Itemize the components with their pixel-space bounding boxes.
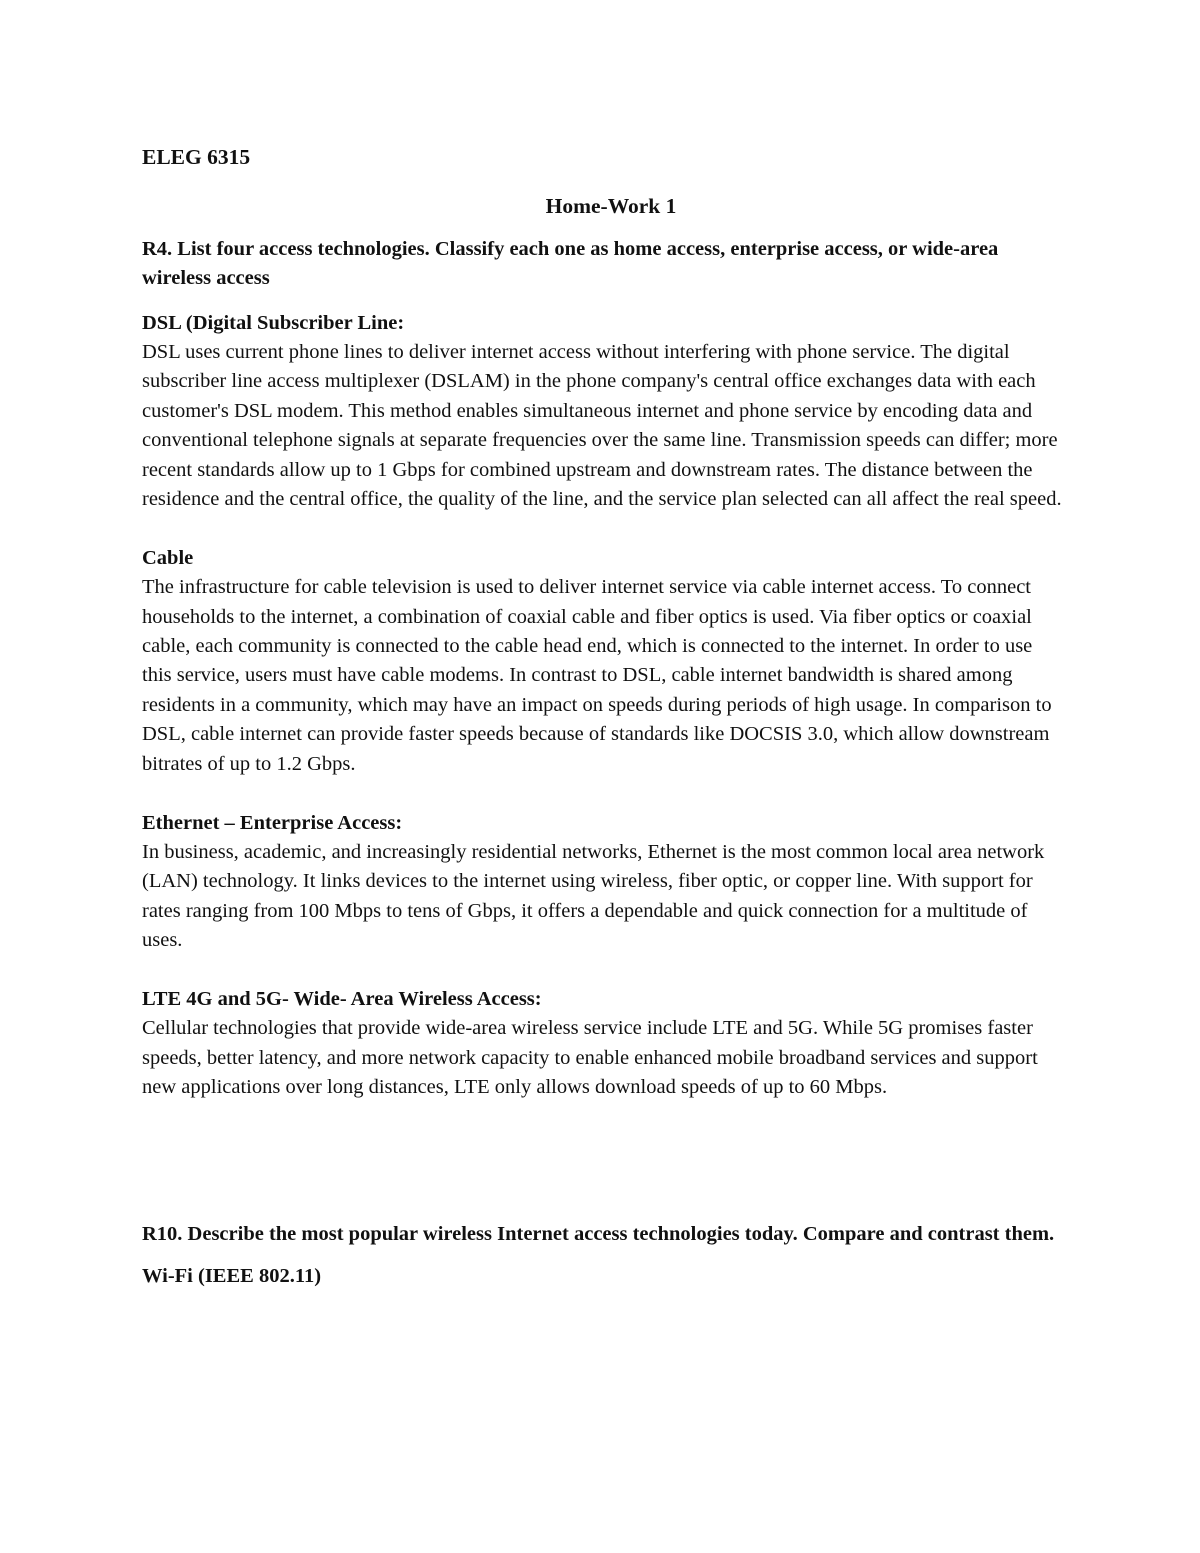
section-body-cable: The infrastructure for cable television is used to deliver internet service via cable internet access. To connect households to the internet, a combination of coaxial cable and fiber optics is used. Via fiber optics or coaxial cable, each community is connected to the cable head end, which is connected to the internet. In order to use this service, users must have cable modems. In contrast to DSL, cable internet bandwidth is shared among residents in a community, which may have an impact on speeds during periods of high usage. In comparison to DSL, cable internet can provide faster speeds because of standards like DOCSIS 3.0, which allow downstream bitrates of up to 1.2 Gbps. — [142, 576, 1052, 775]
question-r4-prompt: R4. List four access technologies. Classify each one as home access, enterprise access, or wide-area wireless access — [142, 237, 999, 290]
section-body-ethernet: In business, academic, and increasingly residential networks, Ethernet is the most common local area network (LAN) technology. It links devices to the internet using wireless, fiber optic, or copper line. With support for rates ranging from 100 Mbps to tens of Gbps, it offers a dependable and quick connection for a multitude of uses. — [142, 840, 1045, 952]
section-heading-wifi: Wi-Fi (IEEE 802.11) — [142, 1264, 322, 1287]
question-r10-prompt: R10. Describe the most popular wireless Internet access technologies today. Compare and contrast them. — [142, 1222, 1055, 1245]
section-heading-ethernet: Ethernet – Enterprise Access: — [142, 811, 403, 834]
section-heading-dsl: DSL (Digital Subscriber Line: — [142, 311, 405, 334]
document-content — [142, 143, 1062, 1291]
section-body-dsl: DSL uses current phone lines to deliver internet access without interfering with phone service. The digital subscriber line access multiplexer (DSLAM) in the phone company's central office exchanges data with each customer's DSL modem. This method enables simultaneous internet and phone service by encoding data and conventional telephone signals at separate frequencies over the same line. Transmission speeds can differ; more recent standards allow up to 1 Gbps for combined upstream and downstream rates. The distance between the residence and the central office, the quality of the line, and the service plan selected can all affect the real speed. — [142, 341, 1062, 511]
section-heading-lte-5g: LTE 4G and 5G- Wide- Area Wireless Access: — [142, 987, 542, 1010]
course-code: ELEG 6315 — [142, 145, 251, 169]
section-heading-cable: Cable — [142, 546, 194, 569]
document-title: Home-Work 1 — [545, 194, 677, 219]
section-body-lte-5g: Cellular technologies that provide wide-area wireless service include LTE and 5G. While 5G promises faster speeds, better latency, and more network capacity to enable enhanced mobile broadband services and support new applications over long distances, LTE only allows download speeds of up to 60 Mbps. — [142, 1017, 1038, 1099]
